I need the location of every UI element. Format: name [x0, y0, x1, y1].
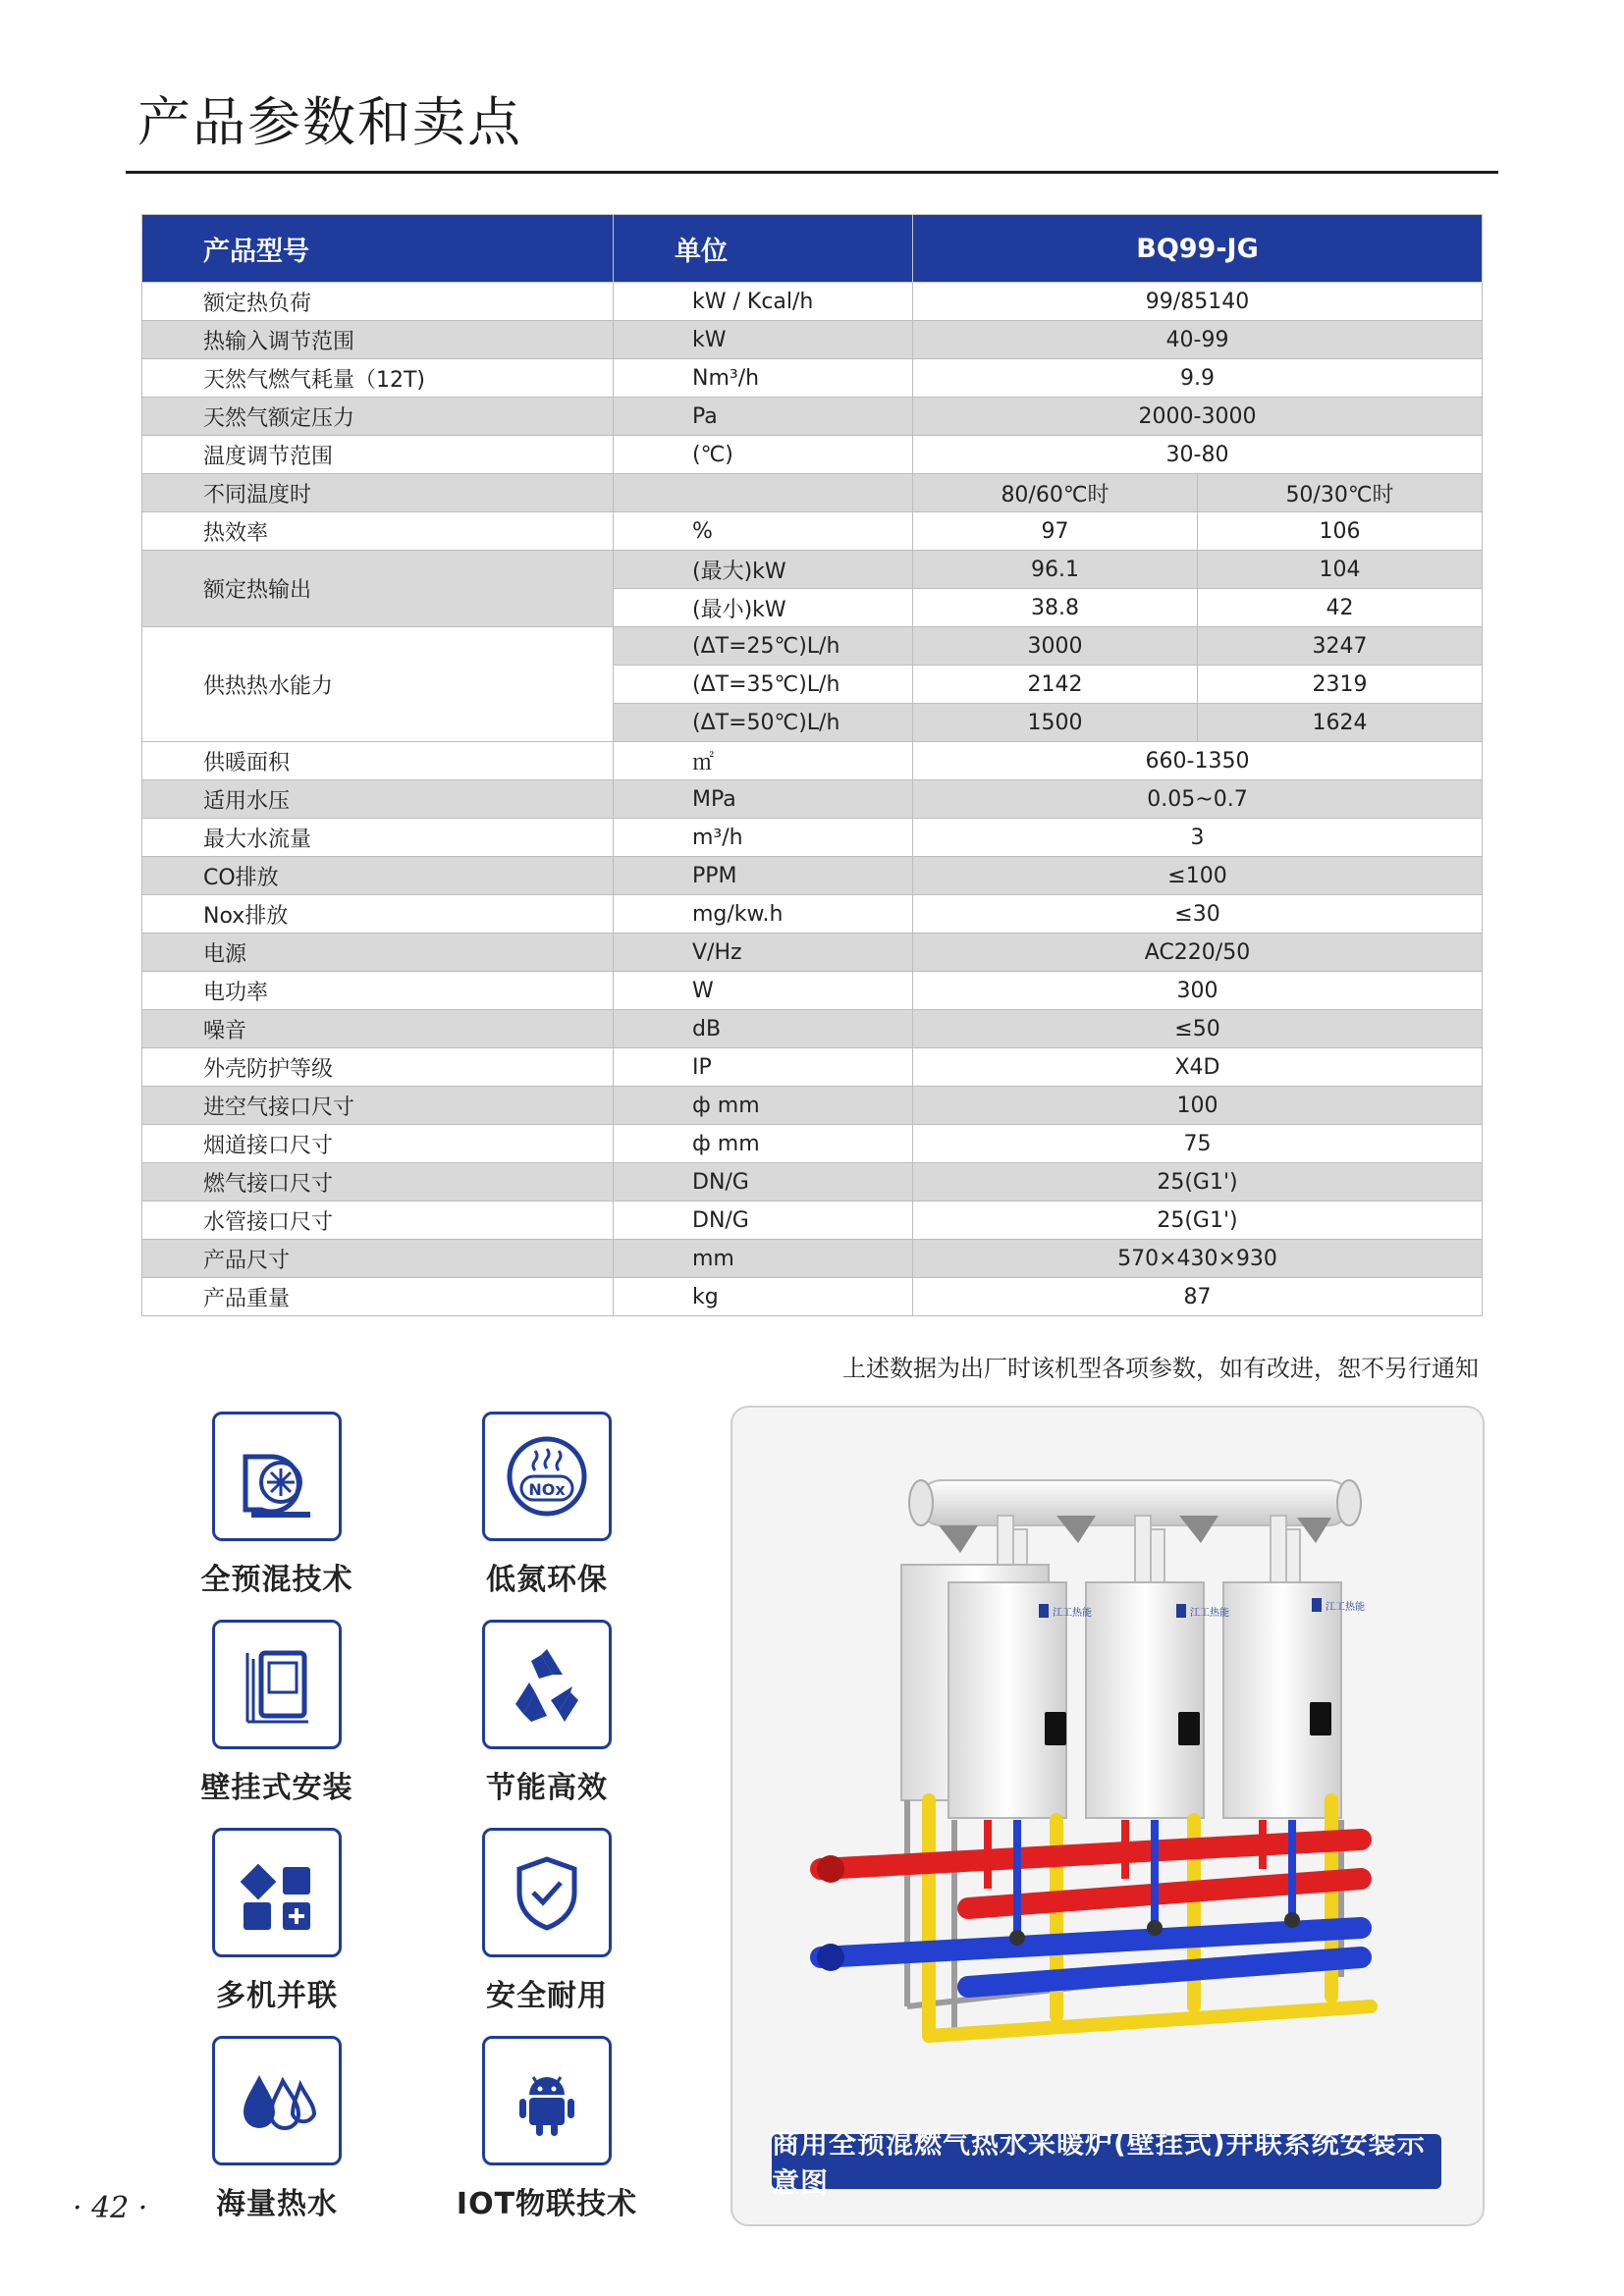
param-unit: ф mm [614, 1125, 913, 1163]
android-icon [482, 2036, 612, 2165]
param-value: 75 [913, 1125, 1483, 1163]
param-value: 1500 [913, 704, 1198, 742]
feature-low-nox [439, 1412, 655, 1598]
table-row [142, 1201, 1483, 1240]
feature-label: 全预混技术 [200, 1563, 353, 1597]
param-unit: dB [614, 1010, 913, 1048]
param-value: 3000 [913, 627, 1198, 666]
feature-label: 低氮环保 [486, 1563, 608, 1597]
param-name: 额定热输出 [142, 551, 614, 627]
param-value: 2319 [1198, 666, 1483, 704]
param-name: CO排放 [142, 857, 614, 895]
param-value: 104 [1198, 551, 1483, 589]
param-value: 99/85140 [913, 283, 1483, 321]
param-name: 热效率 [142, 512, 614, 551]
table-row [142, 551, 1483, 589]
param-value: 1624 [1198, 704, 1483, 742]
param-unit: V/Hz [614, 934, 913, 972]
param-unit: DN/G [614, 1201, 913, 1240]
table-row [142, 857, 1483, 895]
fan-icon [212, 1412, 342, 1541]
table-row [142, 1163, 1483, 1201]
feature-wall-mount [169, 1620, 385, 1806]
header-model-value: BQ99-JG [913, 215, 1483, 283]
param-unit: PPM [614, 857, 913, 895]
param-unit: (℃) [614, 436, 913, 474]
param-name: Nox排放 [142, 895, 614, 934]
multi-unit-icon [212, 1828, 342, 1957]
page-title: 产品参数和卖点 [137, 91, 522, 153]
table-row [142, 742, 1483, 780]
wall-mount-icon [212, 1620, 342, 1749]
disclaimer-note: 上述数据为出厂时该机型各项参数，如有改进，恕不另行通知 [842, 1355, 1479, 1382]
param-unit: (ΔT=50℃)L/h [614, 704, 913, 742]
param-value: 87 [913, 1278, 1483, 1316]
param-value: ≤30 [913, 895, 1483, 934]
temp-col-80-60: 80/60℃时 [913, 474, 1198, 512]
param-value: 3 [913, 819, 1483, 857]
feature-label: 壁挂式安装 [200, 1771, 353, 1805]
header-unit: 单位 [614, 215, 913, 283]
feature-label: 安全耐用 [486, 1979, 608, 2013]
param-unit: (最小)kW [614, 589, 913, 627]
brand-text: 江工热能 [1190, 1608, 1229, 1619]
param-unit: mm [614, 1240, 913, 1278]
param-value: X4D [913, 1048, 1483, 1087]
table-row [142, 1240, 1483, 1278]
param-value: 30-80 [913, 436, 1483, 474]
param-unit [614, 474, 913, 512]
recycle-icon [482, 1620, 612, 1749]
param-unit: IP [614, 1048, 913, 1087]
param-value: 96.1 [913, 551, 1198, 589]
table-row [142, 1087, 1483, 1125]
temp-col-50-30: 50/30℃时 [1198, 474, 1483, 512]
parallel-boiler-system-image [732, 1408, 1483, 2114]
param-name: 烟道接口尺寸 [142, 1125, 614, 1163]
param-name: 温度调节范围 [142, 436, 614, 474]
param-value: 100 [913, 1087, 1483, 1125]
table-row [142, 1010, 1483, 1048]
param-value: ≤50 [913, 1010, 1483, 1048]
param-name: 电功率 [142, 972, 614, 1010]
feature-multi-unit [169, 1828, 385, 2014]
table-row [142, 934, 1483, 972]
product-illustration [731, 1406, 1485, 2226]
feature-energy-saving [439, 1620, 655, 1806]
param-unit: % [614, 512, 913, 551]
param-name: 产品尺寸 [142, 1240, 614, 1278]
feature-hot-water [169, 2036, 385, 2222]
param-value: 106 [1198, 512, 1483, 551]
table-header-row [142, 215, 1483, 283]
nox-icon [482, 1412, 612, 1541]
param-value: 660-1350 [913, 742, 1483, 780]
page-number: · 42 · [73, 2191, 148, 2225]
table-row [142, 436, 1483, 474]
param-value: 25(G1') [913, 1163, 1483, 1201]
param-name: 最大水流量 [142, 819, 614, 857]
brand-text: 江工热能 [1053, 1608, 1092, 1619]
table-row [142, 819, 1483, 857]
table-row [142, 1048, 1483, 1087]
title-divider [126, 171, 1498, 174]
param-value: 300 [913, 972, 1483, 1010]
table-row [142, 359, 1483, 398]
feature-label: 海量热水 [216, 2187, 338, 2221]
param-name: 产品重量 [142, 1278, 614, 1316]
table-row [142, 321, 1483, 359]
param-name: 天然气燃气耗量（12T) [142, 359, 614, 398]
table-row [142, 780, 1483, 819]
param-name: 燃气接口尺寸 [142, 1163, 614, 1201]
table-row [142, 474, 1483, 512]
feature-safe-durable [439, 1828, 655, 2014]
param-value: 2142 [913, 666, 1198, 704]
param-unit: kW / Kcal/h [614, 283, 913, 321]
feature-label: IOT物联技术 [456, 2187, 638, 2221]
spec-table [141, 214, 1483, 1316]
table-row [142, 512, 1483, 551]
param-name: 热输入调节范围 [142, 321, 614, 359]
param-name: 进空气接口尺寸 [142, 1087, 614, 1125]
param-name: 额定热负荷 [142, 283, 614, 321]
param-name: 水管接口尺寸 [142, 1201, 614, 1240]
param-unit: ф mm [614, 1087, 913, 1125]
param-name: 电源 [142, 934, 614, 972]
water-drops-icon [212, 2036, 342, 2165]
param-unit: (ΔT=35℃)L/h [614, 666, 913, 704]
param-value: 3247 [1198, 627, 1483, 666]
param-unit: Nm³/h [614, 359, 913, 398]
param-name: 供暖面积 [142, 742, 614, 780]
param-unit: (最大)kW [614, 551, 913, 589]
param-value: 9.9 [913, 359, 1483, 398]
param-value: 42 [1198, 589, 1483, 627]
param-unit: kW [614, 321, 913, 359]
table-row [142, 972, 1483, 1010]
shield-check-icon [482, 1828, 612, 1957]
param-name: 供热热水能力 [142, 627, 614, 742]
param-value: 25(G1') [913, 1201, 1483, 1240]
table-row [142, 627, 1483, 666]
feature-label: 多机并联 [216, 1979, 338, 2013]
table-row [142, 398, 1483, 436]
param-unit: m³/h [614, 819, 913, 857]
param-unit: W [614, 972, 913, 1010]
feature-label: 节能高效 [486, 1771, 608, 1805]
param-unit: mg/kw.h [614, 895, 913, 934]
param-value: 570×430×930 [913, 1240, 1483, 1278]
table-row [142, 1125, 1483, 1163]
param-value: 38.8 [913, 589, 1198, 627]
feature-premix [169, 1412, 385, 1598]
param-name: 噪音 [142, 1010, 614, 1048]
param-value: 40-99 [913, 321, 1483, 359]
param-value: ≤100 [913, 857, 1483, 895]
param-name: 天然气额定压力 [142, 398, 614, 436]
param-name: 外壳防护等级 [142, 1048, 614, 1087]
param-unit: MPa [614, 780, 913, 819]
nox-text: NOx [528, 1480, 566, 1499]
table-row [142, 283, 1483, 321]
param-value: 97 [913, 512, 1198, 551]
param-unit: Pa [614, 398, 913, 436]
brand-text: 江工热能 [1326, 1602, 1365, 1613]
param-unit: DN/G [614, 1163, 913, 1201]
feature-iot [439, 2036, 655, 2222]
param-name: 不同温度时 [142, 474, 614, 512]
table-row [142, 1278, 1483, 1316]
param-unit: (ΔT=25℃)L/h [614, 627, 913, 666]
param-value: 0.05~0.7 [913, 780, 1483, 819]
param-unit: kg [614, 1278, 913, 1316]
header-model: 产品型号 [142, 215, 614, 283]
illustration-caption: 商用全预混燃气热水采暖炉(壁挂式)并联系统安装示意图 [772, 2134, 1441, 2189]
param-unit: ㎡ [614, 742, 913, 780]
table-row [142, 895, 1483, 934]
param-value: 2000-3000 [913, 398, 1483, 436]
param-name: 适用水压 [142, 780, 614, 819]
param-value: AC220/50 [913, 934, 1483, 972]
